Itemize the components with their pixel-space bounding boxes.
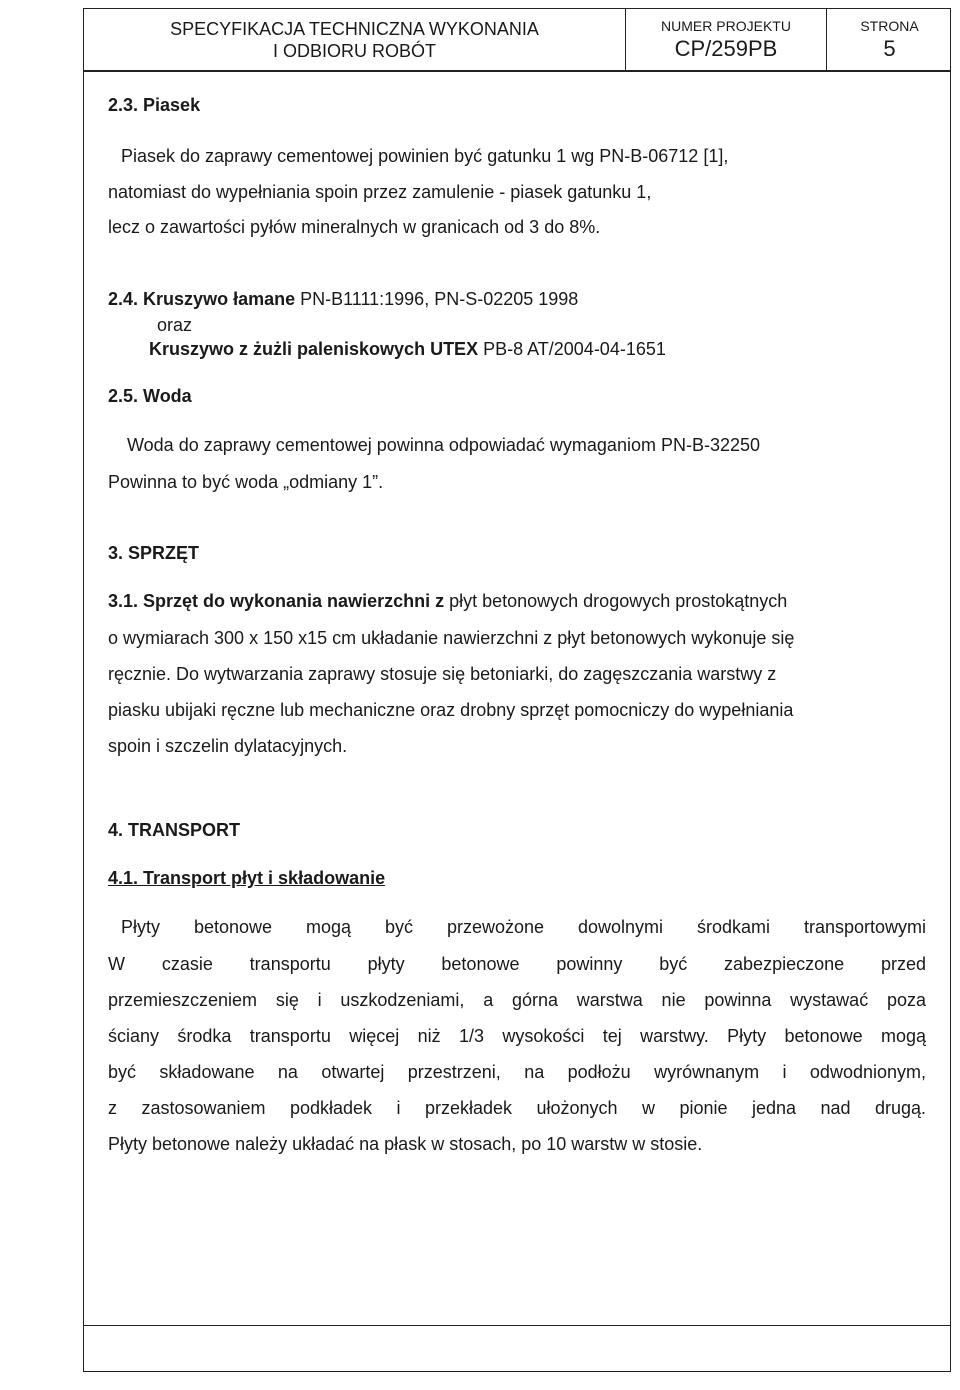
paragraph-line: W czasie transportu płyty betonowe powinny być zabezpieczone przed bbox=[108, 954, 926, 974]
paragraph-line: Płyty betonowe mogą być przewożone dowolnymi środkami transportowymi bbox=[121, 917, 926, 937]
paragraph-line: Płyty betonowe należy układać na płask w stosach, po 10 warstw w stosie. bbox=[108, 1134, 703, 1154]
section-2-4-line3 bbox=[149, 338, 666, 360]
project-number-cell bbox=[626, 9, 827, 70]
paragraph-line: piasku ubijaki ręczne lub mechaniczne oraz drobny sprzęt pomocniczy do wypełniania bbox=[108, 700, 794, 720]
section-2-4-line1 bbox=[108, 288, 578, 310]
paragraph-line: ściany środka transportu więcej niż 1/3 wysokości tej warstwy. Płyty betonowe mogą bbox=[108, 1026, 926, 1046]
paragraph-line: być składowane na otwartej przestrzeni, na podłożu wyrównanym i odwodnionym, bbox=[108, 1062, 926, 1082]
paragraph-line: przemieszczeniem się i uszkodzeniami, a górna warstwa nie powinna wystawać poza bbox=[108, 990, 926, 1010]
subsection-title: 3.1. Sprzęt do wykonania nawierzchni z bbox=[108, 591, 445, 611]
project-number-value: CP/259PB bbox=[674, 36, 778, 61]
paragraph-line: ręcznie. Do wytwarzania zaprawy stosuje się betoniarki, do zagęszczania warstwy z bbox=[108, 664, 777, 684]
paragraph-line: o wymiarach 300 x 150 x15 cm układanie nawierzchni z płyt betonowych wykonuje się bbox=[108, 628, 795, 648]
section-number: 2.4. bbox=[108, 289, 139, 309]
spec-title bbox=[84, 9, 626, 70]
document-footer bbox=[83, 1325, 951, 1372]
paragraph-line: z zastosowaniem podkładek i przekładek ułożonych w pionie jedna nad drugą. bbox=[108, 1098, 926, 1118]
paragraph-line: Powinna to być woda „odmiany 1”. bbox=[108, 472, 384, 492]
conjunction-text: oraz bbox=[157, 315, 193, 335]
section-heading-2-3: 2.3. Piasek bbox=[108, 95, 201, 115]
paragraph-text: płyt betonowych drogowych prostokątnych bbox=[444, 591, 788, 611]
section-3-1-line1 bbox=[108, 590, 787, 612]
norm-reference: PB-8 AT/2004-04-1651 bbox=[478, 339, 666, 359]
section-heading-4: 4. TRANSPORT bbox=[108, 820, 241, 840]
paragraph-line: Piasek do zaprawy cementowej powinien być gatunku 1 wg PN-B-06712 [1], bbox=[121, 146, 729, 166]
page-number-cell bbox=[827, 9, 952, 70]
paragraph-line: Woda do zaprawy cementowej powinna odpowiadać wymaganiom PN-B-32250 bbox=[127, 435, 761, 455]
page-number-label: STRONA bbox=[860, 18, 919, 34]
document-header bbox=[83, 8, 951, 72]
spec-title-line2: I ODBIORU ROBÓT bbox=[272, 40, 436, 61]
paragraph-line: lecz o zawartości pyłów mineralnych w granicach od 3 do 8%. bbox=[108, 217, 601, 237]
section-title: Kruszywo łamane bbox=[143, 289, 296, 309]
subsection-heading-4-1: 4.1. Transport płyt i składowanie bbox=[108, 868, 386, 888]
page-frame bbox=[83, 8, 951, 1372]
project-number-label: NUMER PROJEKTU bbox=[661, 18, 791, 34]
section-heading-3: 3. SPRZĘT bbox=[108, 543, 200, 563]
page-number-value: 5 bbox=[883, 36, 896, 61]
norm-reference: PN-B1111:1996, PN-S-02205 1998 bbox=[295, 289, 579, 309]
spec-title-line1: SPECYFIKACJA TECHNICZNA WYKONANIA bbox=[170, 18, 539, 39]
paragraph-line: natomiast do wypełniania spoin przez zamulenie - piasek gatunku 1, bbox=[108, 182, 652, 202]
paragraph-line: spoin i szczelin dylatacyjnych. bbox=[108, 736, 348, 756]
section-heading-2-5: 2.5. Woda bbox=[108, 386, 192, 406]
section-title: Kruszywo z żużli paleniskowych UTEX bbox=[149, 339, 479, 359]
